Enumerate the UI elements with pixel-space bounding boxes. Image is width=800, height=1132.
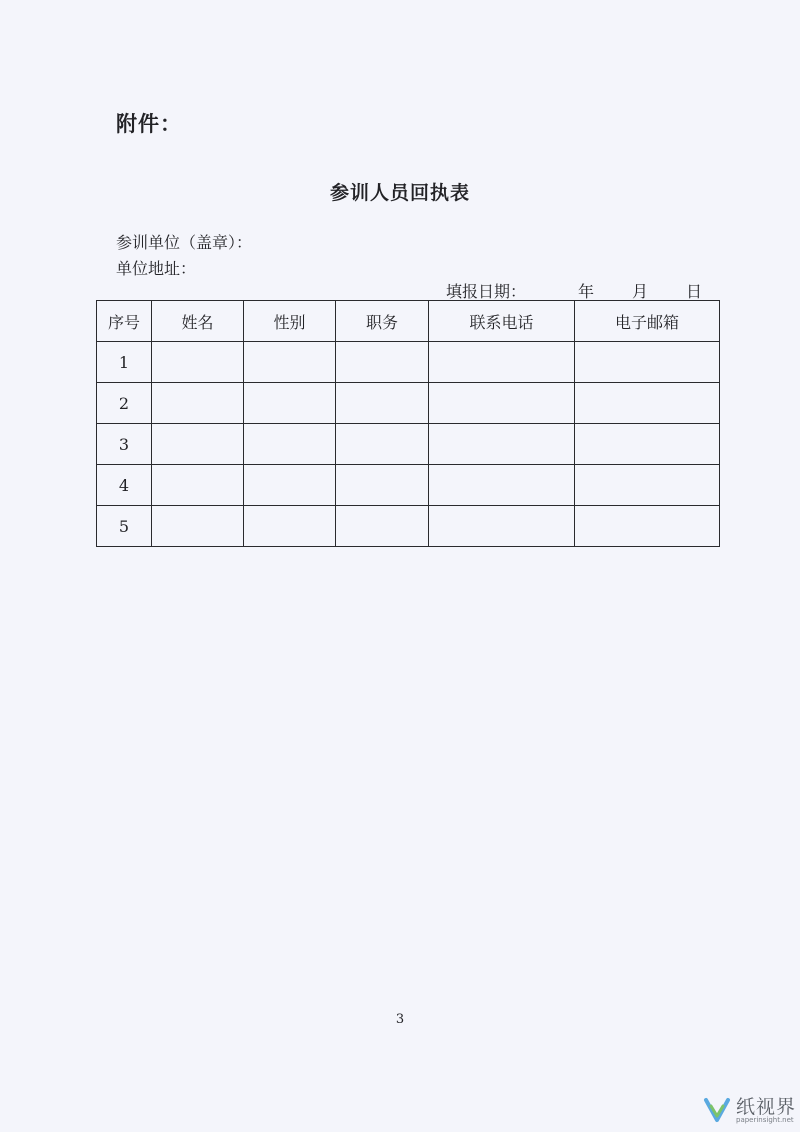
email-cell[interactable] bbox=[575, 424, 720, 465]
unit-field-label: 参训单位（盖章）： bbox=[116, 233, 253, 252]
row-index-cell: 3 bbox=[97, 424, 152, 465]
phone-cell[interactable] bbox=[429, 465, 575, 506]
watermark bbox=[700, 1092, 800, 1128]
header-cell-index: 序号 bbox=[97, 301, 152, 342]
row-index-cell: 5 bbox=[97, 506, 152, 547]
name-cell[interactable] bbox=[152, 465, 244, 506]
table-row bbox=[97, 383, 720, 424]
phone-cell[interactable] bbox=[429, 342, 575, 383]
watermark-name: 纸视界 bbox=[736, 1096, 797, 1118]
table-row bbox=[97, 424, 720, 465]
name-cell[interactable] bbox=[152, 424, 244, 465]
date-year-label: 年 bbox=[578, 282, 595, 301]
gender-cell[interactable] bbox=[244, 383, 336, 424]
fill-date-label: 填报日期： bbox=[446, 282, 527, 301]
email-cell[interactable] bbox=[575, 506, 720, 547]
header-cell-phone: 联系电话 bbox=[429, 301, 575, 342]
gender-cell[interactable] bbox=[244, 506, 336, 547]
gender-cell[interactable] bbox=[244, 424, 336, 465]
email-cell[interactable] bbox=[575, 465, 720, 506]
watermark-logo-icon bbox=[702, 1094, 732, 1124]
date-month-label: 月 bbox=[632, 282, 649, 301]
table-row bbox=[97, 506, 720, 547]
row-index-cell: 1 bbox=[97, 342, 152, 383]
row-index-cell: 4 bbox=[97, 465, 152, 506]
watermark-url: paperinsight.net bbox=[736, 1116, 794, 1124]
header-cell-email: 电子邮箱 bbox=[575, 301, 720, 342]
position-cell[interactable] bbox=[336, 383, 429, 424]
position-cell[interactable] bbox=[336, 342, 429, 383]
table-header-row bbox=[97, 301, 720, 342]
form-title: 参训人员回执表 bbox=[329, 182, 470, 204]
gender-cell[interactable] bbox=[244, 465, 336, 506]
attendee-table bbox=[96, 300, 720, 547]
email-cell[interactable] bbox=[575, 342, 720, 383]
name-cell[interactable] bbox=[152, 383, 244, 424]
table-row bbox=[97, 465, 720, 506]
table-row bbox=[97, 342, 720, 383]
name-cell[interactable] bbox=[152, 506, 244, 547]
position-cell[interactable] bbox=[336, 465, 429, 506]
header-cell-position: 职务 bbox=[336, 301, 429, 342]
address-field-label: 单位地址： bbox=[116, 259, 197, 278]
position-cell[interactable] bbox=[336, 424, 429, 465]
page-number: 3 bbox=[395, 1012, 405, 1027]
email-cell[interactable] bbox=[575, 383, 720, 424]
phone-cell[interactable] bbox=[429, 424, 575, 465]
gender-cell[interactable] bbox=[244, 342, 336, 383]
row-index-cell: 2 bbox=[97, 383, 152, 424]
phone-cell[interactable] bbox=[429, 383, 575, 424]
header-cell-name: 姓名 bbox=[152, 301, 244, 342]
phone-cell[interactable] bbox=[429, 506, 575, 547]
name-cell[interactable] bbox=[152, 342, 244, 383]
header-cell-gender: 性别 bbox=[244, 301, 336, 342]
date-day-label: 日 bbox=[686, 282, 703, 301]
attachment-label: 附件： bbox=[116, 111, 182, 136]
position-cell[interactable] bbox=[336, 506, 429, 547]
